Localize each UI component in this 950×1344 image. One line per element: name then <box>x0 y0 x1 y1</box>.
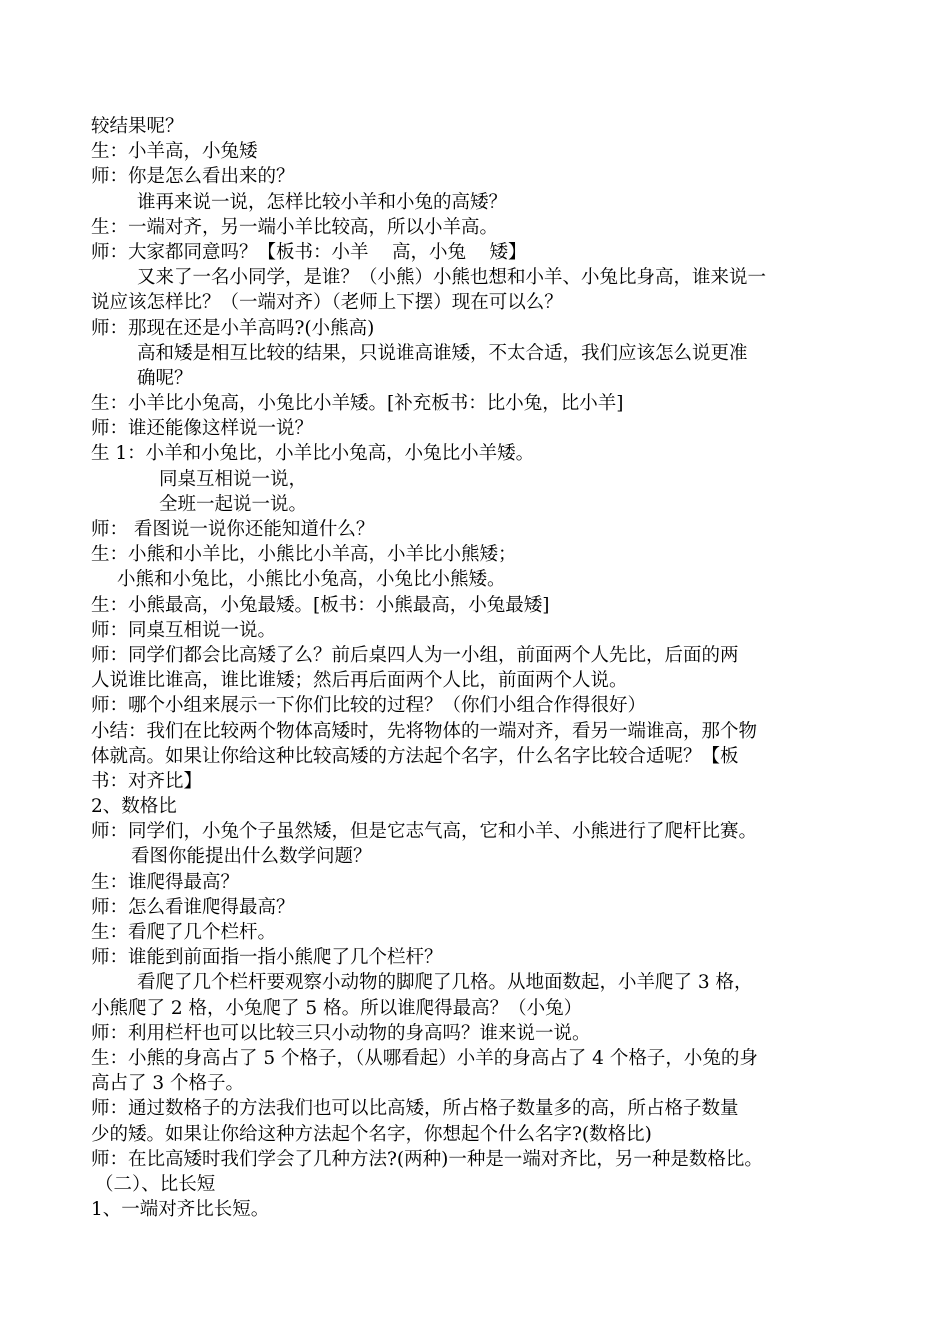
text-line: 全班一起说一说。 <box>159 493 308 515</box>
text-line: 师：谁还能像这样说一说？ <box>91 418 314 440</box>
text-line: 看爬了几个栏杆要观察小动物的脚爬了几格。从地面数起，小羊爬了 3 格， <box>137 972 753 994</box>
text-line: 生：小熊的身高占了 5 个格子，（从哪看起）小羊的身高占了 4 个格子，小兔的身 <box>91 1047 758 1069</box>
text-line: 师：你是怎么看出来的？ <box>91 166 295 188</box>
section-heading: 2、数格比 <box>91 796 177 818</box>
text-line: 生：小熊和小羊比，小熊比小羊高，小羊比小熊矮； <box>91 544 517 566</box>
text-line: 较结果呢？ <box>91 116 184 137</box>
text-line: 师：哪个小组来展示一下你们比较的过程？（你们小组合作得很好） <box>91 695 647 717</box>
text-line: 确呢？ <box>137 367 193 389</box>
text-line: 师：同桌互相说一说。 <box>91 619 277 641</box>
section-heading: （二）、比长短 <box>95 1173 216 1195</box>
text-line: 师：通过数格子的方法我们也可以比高矮，所占格子数量多的高，所占格子数量 <box>91 1098 739 1120</box>
text-line: 少的矮。如果让你给这种方法起个名字，你想起个什么名字?(数格比) <box>91 1123 652 1145</box>
text-line: 看图你能提出什么数学问题？ <box>131 846 372 868</box>
text-line: 师：在比高矮时我们学会了几种方法?(两种)一种是一端对齐比，另一种是数格比。 <box>91 1148 763 1170</box>
text-line: 小熊爬了 2 格，小兔爬了 5 格。所以谁爬得最高？（小兔） <box>91 997 583 1019</box>
text-line: 又来了一名小同学，是谁？（小熊）小熊也想和小羊、小兔比身高，谁来说一 <box>137 267 767 289</box>
text-line: 师：那现在还是小羊高吗?(小熊高) <box>91 317 375 339</box>
text-line: 师：怎么看谁爬得最高？ <box>91 896 295 918</box>
text-line: 说应该怎样比？（一端对齐）（老师上下摆）现在可以么？ <box>91 292 563 314</box>
text-line: 书：对齐比】 <box>91 770 203 792</box>
text-line: 小熊和小兔比，小熊比小兔高，小兔比小熊矮。 <box>117 569 506 591</box>
text-line: 高和矮是相互比较的结果，只说谁高谁矮，不太合适，我们应该怎么说更准 <box>137 342 748 364</box>
text-line: 师：利用栏杆也可以比较三只小动物的身高吗？谁来说一说。 <box>91 1022 591 1044</box>
text-line: 师：谁能到前面指一指小熊爬了几个栏杆？ <box>91 947 443 969</box>
text-line: 生：小羊比小兔高，小兔比小羊矮。[补充板书：比小兔，比小羊] <box>91 393 624 415</box>
text-line: 同桌互相说一说， <box>159 468 308 490</box>
text-line: 谁再来说一说，怎样比较小羊和小兔的高矮？ <box>137 191 508 213</box>
section-heading: 1、一端对齐比长短。 <box>91 1199 270 1221</box>
text-line: 生：看爬了几个栏杆。 <box>91 922 277 943</box>
text-line: 生：谁爬得最高？ <box>91 871 240 893</box>
text-line: 人说谁比谁高，谁比谁矮；然后再后面两个人比，前面两个人说。 <box>91 670 628 692</box>
text-line: 师：同学们都会比高矮了么？前后桌四人为一小组，前面两个人先比，后面的两 <box>91 644 739 666</box>
text-line: 师：同学们，小兔个子虽然矮，但是它志气高，它和小羊、小熊进行了爬杆比赛。 <box>91 821 758 843</box>
text-line: 生：小羊高，小兔矮 <box>91 141 258 163</box>
text-line: 体就高。如果让你给这种比较高矮的方法起个名字，什么名字比较合适呢？【板 <box>91 745 739 767</box>
text-line: 小结：我们在比较两个物体高矮时，先将物体的一端对齐，看另一端谁高，那个物 <box>91 720 758 742</box>
text-line: 师：大家都同意吗？【板书：小羊 高，小兔 矮】 <box>91 241 527 263</box>
text-line: 高占了 3 个格子。 <box>91 1073 245 1095</box>
text-line: 生 1：小羊和小兔比，小羊比小兔高，小兔比小羊矮。 <box>91 443 535 465</box>
document-body <box>91 114 871 1222</box>
text-line: 师： 看图说一说你还能知道什么？ <box>91 519 375 540</box>
text-line: 生：一端对齐，另一端小羊比较高，所以小羊高。 <box>91 216 499 238</box>
text-line: 生：小熊最高，小兔最矮。[板书：小熊最高，小兔最矮] <box>91 594 550 616</box>
